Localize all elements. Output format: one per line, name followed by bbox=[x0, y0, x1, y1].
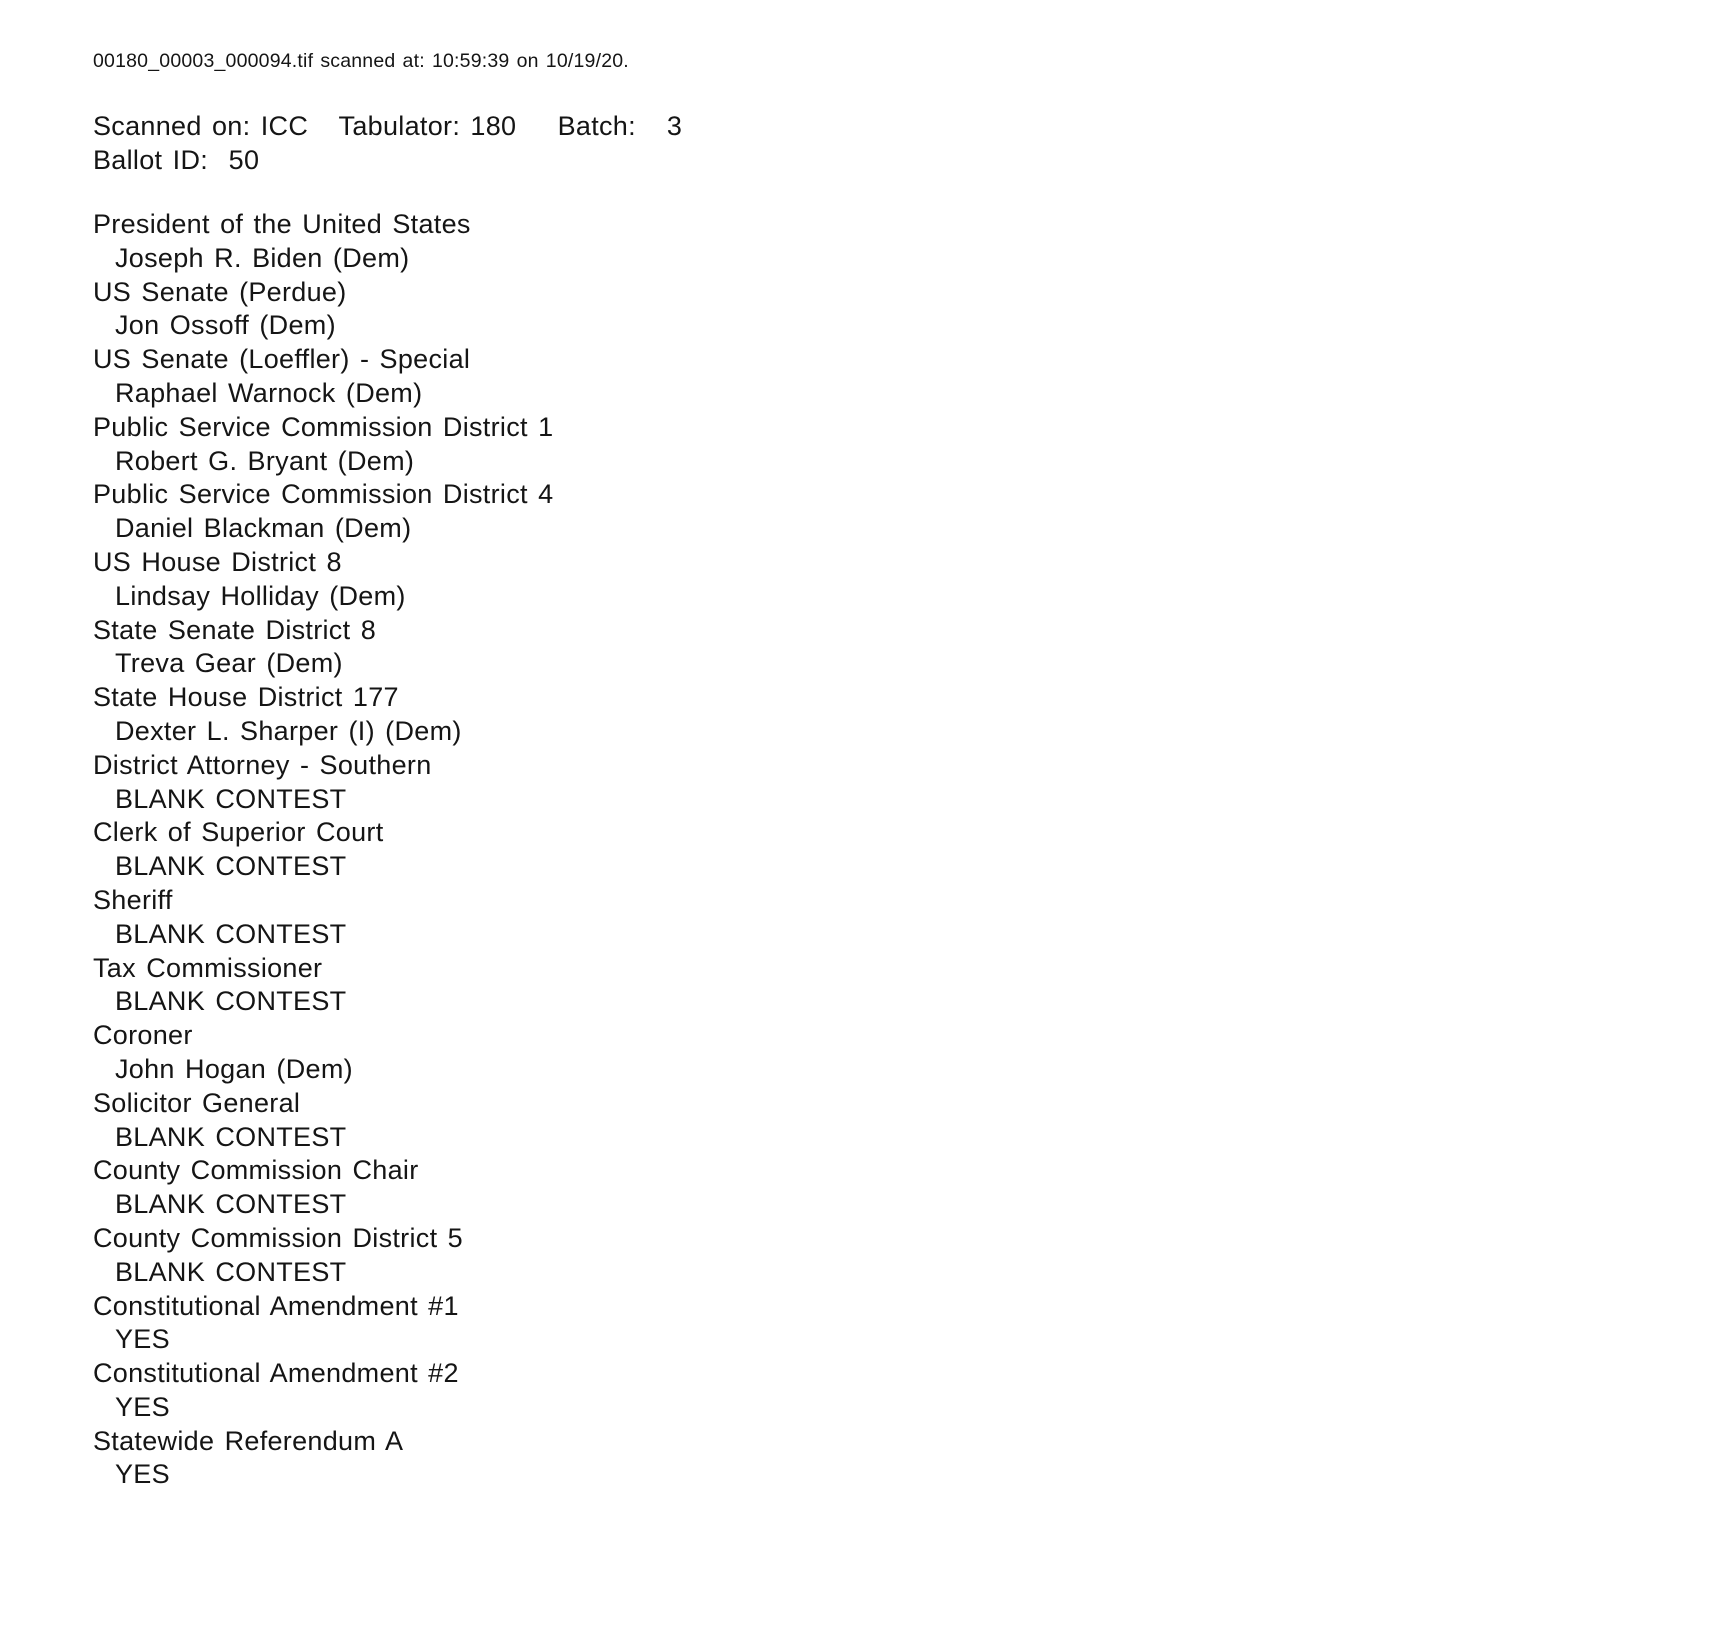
contest-vote-selection: Daniel Blackman (Dem) bbox=[115, 513, 412, 544]
contest-vote-selection: YES bbox=[115, 1324, 170, 1355]
contest-vote-selection: John Hogan (Dem) bbox=[115, 1053, 353, 1084]
contest-title: Solicitor General bbox=[93, 1087, 301, 1118]
contest-title: Coroner bbox=[93, 1020, 193, 1051]
contest-title: Clerk of Superior Court bbox=[93, 817, 384, 848]
contest-item bbox=[93, 816, 1674, 884]
contest-title: Public Service Commission District 1 bbox=[93, 411, 554, 442]
contest-vote-selection: Robert G. Bryant (Dem) bbox=[115, 445, 415, 476]
contest-item bbox=[93, 884, 1674, 952]
contest-item bbox=[93, 478, 1674, 546]
scan-meta-block bbox=[93, 109, 1674, 177]
ballot-id-line: Ballot ID: 50 bbox=[93, 145, 260, 175]
contest-vote-selection: YES bbox=[115, 1391, 170, 1422]
contest-title: Constitutional Amendment #2 bbox=[93, 1358, 459, 1389]
scan-filename-line: 00180_00003_000094.tif scanned at: 10:59:39 on 10/19/20. bbox=[93, 50, 629, 72]
contest-results-list bbox=[93, 208, 1674, 1492]
contest-vote-selection: BLANK CONTEST bbox=[115, 783, 347, 814]
contest-item bbox=[93, 614, 1674, 682]
contest-title: County Commission Chair bbox=[93, 1155, 419, 1186]
contest-vote-selection: Joseph R. Biden (Dem) bbox=[115, 242, 410, 273]
contest-item bbox=[93, 276, 1674, 344]
contest-item bbox=[93, 208, 1674, 276]
contest-title: Tax Commissioner bbox=[93, 952, 323, 983]
contest-title: Public Service Commission District 4 bbox=[93, 479, 554, 510]
contest-vote-selection: Jon Ossoff (Dem) bbox=[115, 310, 336, 341]
contest-title: State Senate District 8 bbox=[93, 614, 377, 645]
contest-item bbox=[93, 1154, 1674, 1222]
contest-vote-selection: YES bbox=[115, 1459, 170, 1490]
contest-item bbox=[93, 952, 1674, 1020]
contest-vote-selection: BLANK CONTEST bbox=[115, 1189, 347, 1220]
contest-title: President of the United States bbox=[93, 209, 471, 239]
contest-item bbox=[93, 411, 1674, 479]
contest-vote-selection: BLANK CONTEST bbox=[115, 1256, 347, 1287]
contest-title: District Attorney - Southern bbox=[93, 749, 432, 780]
contest-item bbox=[93, 1019, 1674, 1087]
contest-item bbox=[93, 749, 1674, 817]
contest-vote-selection: BLANK CONTEST bbox=[115, 986, 347, 1017]
contest-vote-selection: BLANK CONTEST bbox=[115, 1121, 347, 1152]
contest-title: US House District 8 bbox=[93, 546, 342, 577]
contest-item bbox=[93, 1357, 1674, 1425]
contest-vote-selection: BLANK CONTEST bbox=[115, 918, 347, 949]
contest-item bbox=[93, 343, 1674, 411]
contest-item bbox=[93, 546, 1674, 614]
contest-item bbox=[93, 1290, 1674, 1358]
scanner-tabulator-batch-line: Scanned on: ICC Tabulator: 180 Batch: 3 bbox=[93, 111, 683, 141]
contest-vote-selection: Lindsay Holliday (Dem) bbox=[115, 580, 406, 611]
contest-title: State House District 177 bbox=[93, 682, 399, 713]
contest-vote-selection: BLANK CONTEST bbox=[115, 851, 347, 882]
contest-item bbox=[93, 1087, 1674, 1155]
contest-title: Sheriff bbox=[93, 884, 173, 915]
contest-vote-selection: Raphael Warnock (Dem) bbox=[115, 377, 423, 408]
contest-title: Statewide Referendum A bbox=[93, 1425, 404, 1456]
contest-title: Constitutional Amendment #1 bbox=[93, 1290, 459, 1321]
contest-item bbox=[93, 1222, 1674, 1290]
contest-title: US Senate (Loeffler) - Special bbox=[93, 344, 471, 375]
contest-item bbox=[93, 1425, 1674, 1493]
contest-title: US Senate (Perdue) bbox=[93, 276, 347, 307]
contest-vote-selection: Treva Gear (Dem) bbox=[115, 648, 343, 679]
contest-vote-selection: Dexter L. Sharper (I) (Dem) bbox=[115, 715, 462, 746]
contest-title: County Commission District 5 bbox=[93, 1222, 463, 1253]
contest-item bbox=[93, 681, 1674, 749]
